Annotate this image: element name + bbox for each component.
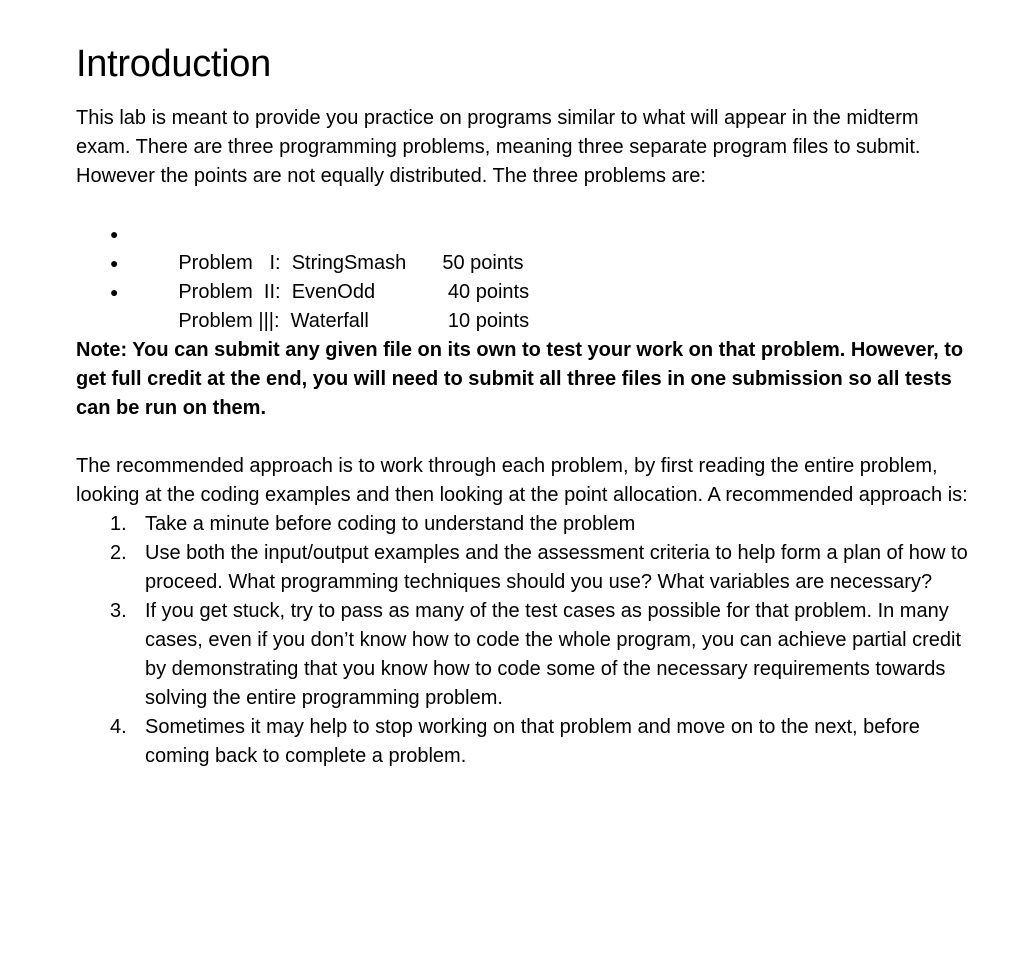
list-item-step-3 [76,597,976,713]
problem-list [76,220,976,332]
list-item-problem-1 [76,220,976,274]
problem-points: 10 points [442,310,530,332]
page-title: Introduction [76,43,271,85]
list-item-problem-3 [76,278,976,332]
problem-name: Problem I: StringSmash [178,252,407,274]
step-text: Sometimes it may help to stop working on that problem and move on to the next, before coming back to complete a problem. [145,716,920,767]
approach-paragraph: The recommended approach is to work through each problem, by first reading the entire problem, looking at the coding examples and then looking at the point allocation. A recommended approach is: [76,455,968,506]
list-item-step-2 [76,539,976,597]
document-page [76,40,976,771]
bullet-icon: ● [110,255,119,271]
problem-points: 50 points [442,252,524,274]
problem-name: Problem II: EvenOdd [178,281,376,303]
bullet-icon: ● [110,284,119,300]
list-item-problem-2 [76,249,976,303]
list-item-step-1 [76,510,976,539]
step-text: Take a minute before coding to understand the problem [145,513,636,535]
step-number: 2. [110,542,127,564]
steps-list [76,510,976,771]
list-item-step-4 [76,713,976,771]
step-number: 3. [110,600,127,622]
step-number: 4. [110,716,127,738]
bullet-icon: ● [110,226,119,242]
problem-points: 40 points [442,281,530,303]
intro-paragraph: This lab is meant to provide you practice on programs similar to what will appear in the midterm exam. There are three programming problems, meaning three separate program files to submit. However the points are not equally distributed. The three problems are: [76,107,921,187]
problem-name: Problem |||: Waterfall [178,310,369,332]
step-number: 1. [110,513,127,535]
note-paragraph: Note: You can submit any given file on its own to test your work on that problem. However, to get full credit at the end, you will need to submit all three files in one submission so all tests can be run on them. [76,339,964,419]
step-text: Use both the input/output examples and the assessment criteria to help form a plan of how to proceed. What programming techniques should you use? What variables are necessary? [145,542,968,593]
step-text: If you get stuck, try to pass as many of the test cases as possible for that problem. In many cases, even if you don’t know how to code the whole program, you can achieve partial credit by demonstrating that you know how to code some of the necessary requirements towards solving the entire programming problem. [145,600,962,709]
